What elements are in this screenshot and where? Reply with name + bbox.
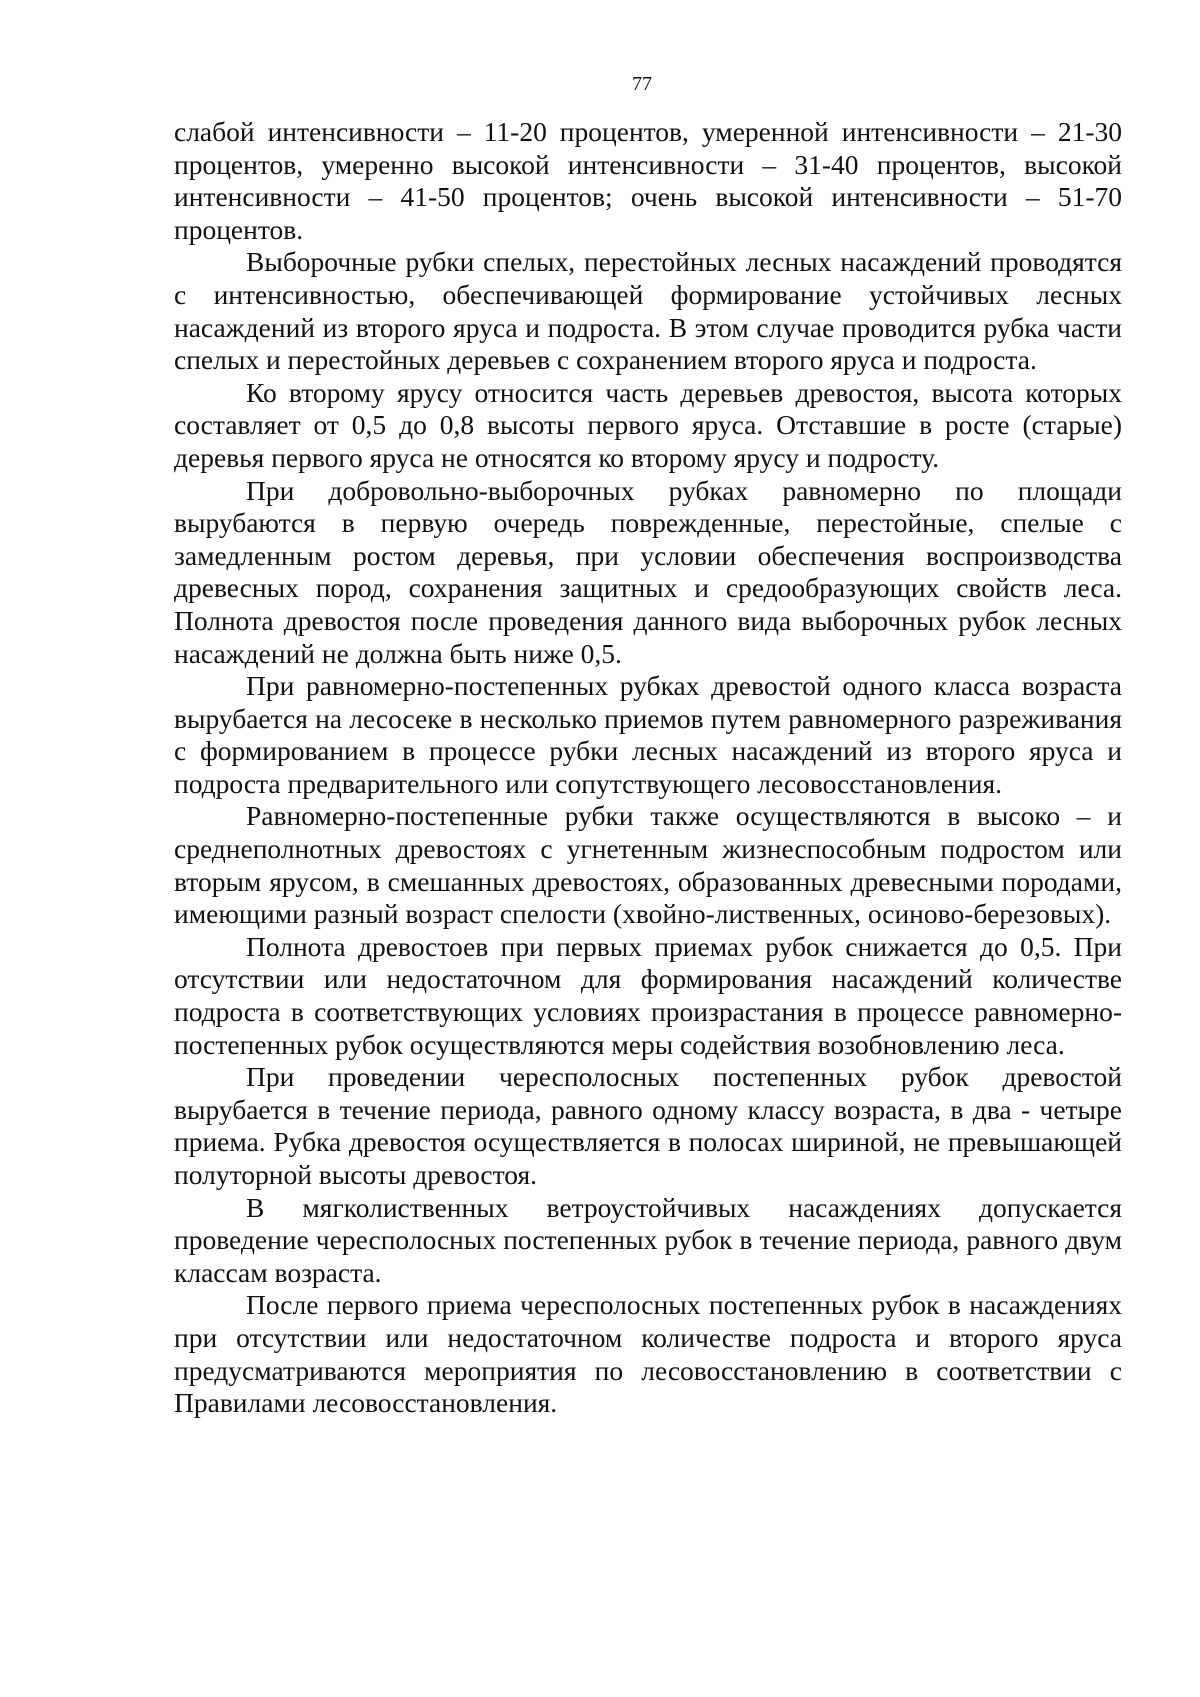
paragraph-9: В мягколиственных ветроустойчивых насаждениях допускается проведение чересполосных постепенных рубок в течение периода, равного двум классам возраста.: [174, 1191, 1122, 1288]
paragraph-4: При добровольно-выборочных рубках равномерно по площади вырубаются в первую очередь поврежденные, перестойные, спелые с замедленным ростом деревья, при условии обеспечения воспроизводства древесных пород, сохранения защитных и средообразующих свойств леса. Полнота древостоя после проведения данного вида выборочных рубок лесных насаждений не должна быть ниже 0,5.: [174, 474, 1122, 669]
paragraph-5: При равномерно-постепенных рубках древостой одного класса возраста вырубается на лесосеке в несколько приемов путем равномерного разреживания с формированием в процессе рубки лесных насаждений из второго яруса и подроста предварительного или сопутствующего лесовосстановления.: [174, 670, 1122, 799]
paragraph-6: Равномерно-постепенные рубки также осуществляются в высоко – и среднеполнотных древостоях с угнетенным жизнеспособным подростом или вторым ярусом, в смешанных древостоях, образованных древесными породами, имеющими разный возраст спелости (хвойно-лиственных, осиново-березовых).: [174, 800, 1122, 930]
paragraph-3: Ко второму ярусу относится часть деревьев древостоя, высота которых составляет от 0,5 до 0,8 высоты первого яруса. Отставшие в росте (старые) деревья первого яруса не относятся ко второму ярусу и подросту.: [174, 376, 1122, 473]
paragraph-2: Выборочные рубки спелых, перестойных лесных насаждений проводятся с интенсивностью, обеспечивающей формирование устойчивых лесных насаждений из второго яруса и подроста. В этом случае проводится рубка части спелых и перестойных деревьев с сохранением второго яруса и подроста.: [174, 246, 1122, 376]
paragraph-7: Полнота древостоев при первых приемах рубок снижается до 0,5. При отсутствии или недостаточном для формирования насаждений количестве подроста в соответствующих условиях произрастания в процессе равномерно-постепенных рубок осуществляются меры содействия возобновлению леса.: [174, 930, 1122, 1060]
paragraph-8: При проведении чересполосных постепенных рубок древостой вырубается в течение периода, равного одному классу возраста, в два - четыре приема. Рубка древостоя осуществляется в полосах шириной, не превышающей полуторной высоты древостоя.: [174, 1061, 1122, 1190]
paragraph-10: После первого приема чересполосных постепенных рубок в насаждениях при отсутствии или недостаточном количестве подроста и второго яруса предусматриваются мероприятия по лесовосстановлению в соответствии с Правилами лесовосстановления.: [174, 1289, 1122, 1419]
body-text: [174, 116, 1122, 1420]
paragraph-1: слабой интенсивности – 11-20 процентов, умеренной интенсивности – 21-30 процентов, умеренно высокой интенсивности – 31-40 процентов, высокой интенсивности – 41-50 процентов; очень высокой интенсивности – 51-70 процентов.: [174, 116, 1122, 245]
page-number: 77: [632, 73, 652, 95]
